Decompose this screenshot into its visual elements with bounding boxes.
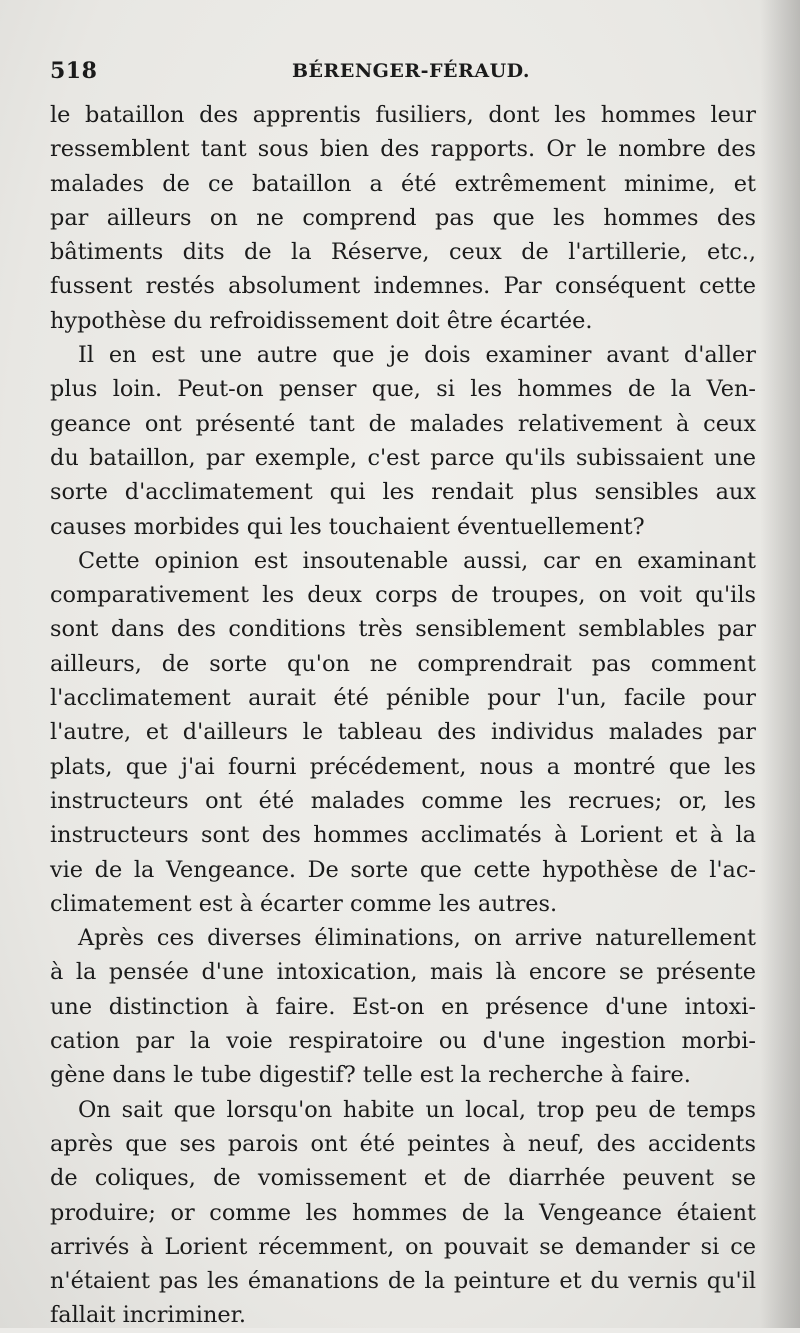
text-line: arrivés à Lorient récemment, on pouvait se demander si ce (50, 1233, 756, 1260)
text-line: par ailleurs on ne comprend pas que les hommes des (50, 204, 756, 231)
text-line: produire; or comme les hommes de la Vengeance étaient (50, 1199, 756, 1226)
text-line: le bataillon des apprentis fusiliers, dont les hommes leur (50, 102, 756, 128)
text-line: n'étaient pas les émanations de la peinture et du vernis qu'il (50, 1268, 756, 1295)
text-line: instructeurs sont des hommes acclimatés à Lorient et à la (50, 822, 756, 849)
text-line: ressemblent tant sous bien des rapports. Or le nombre des (50, 136, 756, 163)
text-line: fussent restés absolument indemnes. Par conséquent cette (50, 273, 756, 300)
text-line: gène dans le tube digestif? telle est la recherche à faire. (50, 1062, 691, 1089)
text-line: une distinction à faire. Est-on en présence d'une intoxi- (50, 993, 756, 1020)
page-edge-shadow (760, 0, 800, 1328)
text-line: à la pensée d'une intoxication, mais là encore se présente (50, 959, 756, 986)
text-line: sorte d'acclimatement qui les rendait plus sensibles aux (50, 479, 756, 506)
text-line: comparativement les deux corps de troupes, on voit qu'ils (50, 582, 756, 609)
text-line: du bataillon, par exemple, c'est parce qu'ils subissaient une (50, 444, 756, 471)
text-line: l'autre, et d'ailleurs le tableau des individus malades par (50, 719, 756, 746)
running-title: BÉRENGER-FÉRAUD. (292, 60, 531, 82)
text-line: plats, que j'ai fourni précédement, nous a montré que les (50, 753, 756, 780)
text-line: hypothèse du refroidissement doit être écartée. (50, 307, 593, 334)
text-line: malades de ce bataillon a été extrêmement minime, et (50, 170, 756, 197)
text-line: de coliques, de vomissement et de diarrhée peuvent se (50, 1165, 756, 1192)
text-line: Après ces diverses éliminations, on arrive naturellement (78, 925, 756, 952)
text-line: vie de la Vengeance. De sorte que cette hypothèse de l'ac- (50, 856, 756, 883)
body-text (50, 98, 756, 1333)
text-line: geance ont présenté tant de malades relativement à ceux (50, 410, 756, 437)
text-line: après que ses parois ont été peintes à neuf, des accidents (50, 1130, 756, 1157)
text-line: plus loin. Peut-on penser que, si les hommes de la Ven- (50, 376, 756, 403)
text-line: instructeurs ont été malades comme les recrues; or, les (50, 787, 756, 814)
text-line: sont dans des conditions très sensiblement semblables par (50, 616, 756, 643)
text-line: cation par la voie respiratoire ou d'une ingestion morbi- (50, 1028, 756, 1055)
text-line: On sait que lorsqu'on habite un local, trop peu de temps (78, 1096, 756, 1123)
text-line: l'acclimatement aurait été pénible pour l'un, facile pour (50, 685, 756, 712)
text-line: causes morbides qui les touchaient éventuellement? (50, 513, 645, 540)
text-line: ailleurs, de sorte qu'on ne comprendrait pas comment (50, 650, 756, 677)
text-line: climatement est à écarter comme les autres. (50, 890, 558, 917)
text-line: Il en est une autre que je dois examiner avant d'aller (78, 342, 756, 369)
running-head (50, 58, 750, 88)
text-line: bâtiments dits de la Réserve, ceux de l'artillerie, etc., (50, 239, 756, 266)
text-line: Cette opinion est insoutenable aussi, car en examinant (78, 547, 756, 574)
text-line: fallait incriminer. (50, 1302, 246, 1329)
page-number: 518 (50, 58, 98, 84)
